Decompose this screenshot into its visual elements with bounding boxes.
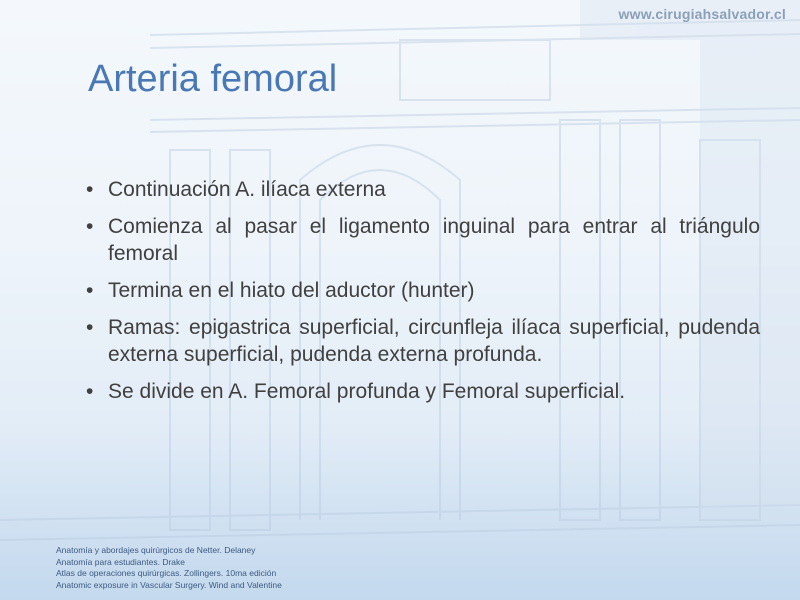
reference-line: Anatomía para estudiantes. Drake	[56, 556, 185, 567]
bullet-item	[84, 378, 760, 405]
bullet-icon: •	[86, 316, 94, 339]
reference-line: Anatomic exposure in Vascular Surgery. Wind and Valentine	[56, 579, 282, 590]
bullet-text: Continuación A. ilíaca externa	[108, 178, 386, 201]
bullet-text: Termina en el hiato del aductor (hunter)	[108, 279, 475, 302]
bullet-icon: •	[86, 380, 94, 403]
bullet-text: Comienza al pasar el ligamento inguinal para entrar al triángulo femoral	[108, 215, 760, 265]
slide-title: Arteria femoral	[88, 58, 338, 100]
bullet-text: Ramas: epigastrica superficial, circunfleja ilíaca superficial, pudenda externa superficial, pudenda externa profunda.	[108, 316, 760, 366]
bullet-icon: •	[86, 215, 94, 238]
reference-line: Atlas de operaciones quirúrgicas. Zollingers. 10ma edición	[56, 568, 277, 578]
bullet-item	[84, 213, 760, 267]
bullet-item	[84, 314, 760, 368]
bullet-icon: •	[86, 279, 94, 302]
bullet-text: Se divide en A. Femoral profunda y Femoral superficial.	[108, 380, 626, 403]
reference-line: Anatomía y abordajes quirúrgicos de Netter. Delaney	[56, 545, 256, 555]
bullet-item	[84, 176, 760, 203]
bullet-icon: •	[86, 178, 94, 201]
site-url: www.cirugiahsalvador.cl	[618, 6, 786, 22]
bullet-list	[84, 176, 760, 415]
references-block	[56, 545, 282, 591]
bullet-item	[84, 277, 760, 304]
